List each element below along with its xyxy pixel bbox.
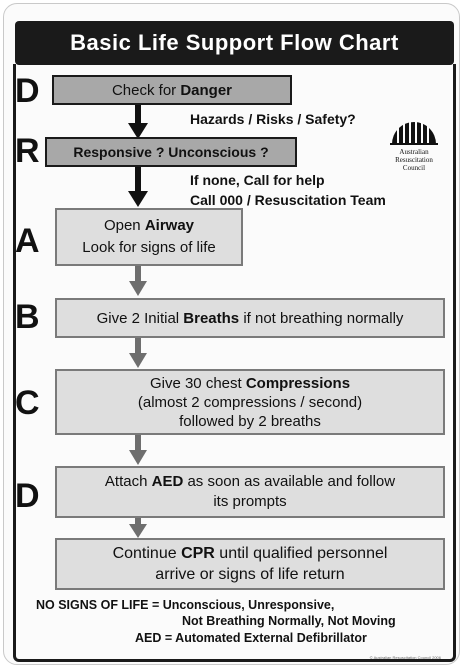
airway-line1-bold: Airway <box>144 217 195 234</box>
footer-line2: Not Breathing Normally, Not Moving <box>182 614 396 628</box>
footer-line1: NO SIGNS OF LIFE = Unconscious, Unresponsive, <box>36 598 335 612</box>
help-note-line1: If none, Call for help <box>190 172 325 188</box>
airway-line2: Look for signs of life <box>82 239 216 256</box>
compressions-box <box>55 369 445 435</box>
title-bar <box>15 21 454 65</box>
arrow-danger-to-response <box>128 105 148 139</box>
arrow-breaths-to-compressions <box>129 338 147 368</box>
compressions-line1-pre: Give 30 chest <box>149 374 246 392</box>
arrow-airway-to-breaths <box>129 266 147 296</box>
footer-line3: AED = Automated External Defibrillator <box>135 631 367 645</box>
danger-box <box>52 75 292 105</box>
breaths-box <box>55 298 445 338</box>
danger-text <box>112 82 232 99</box>
arc-logo <box>386 112 442 172</box>
airway-line1-pre: Open <box>103 217 145 234</box>
arrow-aed-to-cpr <box>129 518 147 538</box>
page-title: Basic Life Support Flow Chart <box>70 30 399 55</box>
cpr-box <box>55 538 445 590</box>
arc-logo-line3: Council <box>402 164 426 172</box>
response-text: Responsive ? Unconscious ? <box>73 144 269 160</box>
help-note <box>190 170 386 210</box>
cpr-line1-pre: Continue <box>112 545 182 562</box>
response-box <box>45 137 297 167</box>
compressions-line1-bold: Compressions <box>245 374 351 392</box>
letter-d-defibrillation: D <box>15 477 40 515</box>
cpr-line1-post: until qualified personnel <box>214 545 388 562</box>
arc-logo-icon <box>386 112 442 148</box>
danger-text-pre: Check for <box>111 81 181 99</box>
aed-box <box>55 466 445 518</box>
arc-logo-line1: Australian <box>399 148 429 156</box>
letter-c-compressions: C <box>15 384 40 422</box>
airway-line1 <box>104 215 194 237</box>
arc-logo-text <box>386 148 442 172</box>
compressions-line3: followed by 2 breaths <box>179 412 321 430</box>
airway-box <box>55 208 243 266</box>
breaths-text-pre: Give 2 Initial <box>96 309 184 327</box>
letter-r-response: R <box>15 132 40 170</box>
copyright: © Australian Resuscitation Council 2006 <box>369 655 441 660</box>
letter-d-danger: D <box>15 72 40 110</box>
aed-line2: its prompts <box>213 493 287 510</box>
breaths-text-post: if not breathing normally <box>239 309 404 327</box>
aed-line1-pre: Attach <box>104 473 152 490</box>
letter-a-airway: A <box>15 222 40 260</box>
cpr-line1-bold: CPR <box>181 545 215 562</box>
aed-line1 <box>105 472 395 492</box>
danger-note: Hazards / Risks / Safety? <box>190 111 356 127</box>
letter-b-breathing: B <box>15 298 40 336</box>
cpr-line2: arrive or signs of life return <box>155 566 345 583</box>
breaths-text <box>97 310 404 327</box>
arc-logo-line2: Resuscitation <box>395 156 433 164</box>
breaths-text-bold: Breaths <box>183 309 240 327</box>
aed-line1-bold: AED <box>151 473 184 490</box>
arrow-response-to-airway <box>128 167 148 207</box>
compressions-line2: (almost 2 compressions / second) <box>137 393 363 411</box>
help-note-line2: Call 000 / Resuscitation Team <box>190 192 386 208</box>
compressions-line1 <box>150 374 350 393</box>
danger-text-bold: Danger <box>180 81 233 99</box>
aed-line1-post: as soon as available and follow <box>183 473 396 490</box>
cpr-line1 <box>113 543 388 564</box>
arrow-compressions-to-aed <box>129 435 147 465</box>
